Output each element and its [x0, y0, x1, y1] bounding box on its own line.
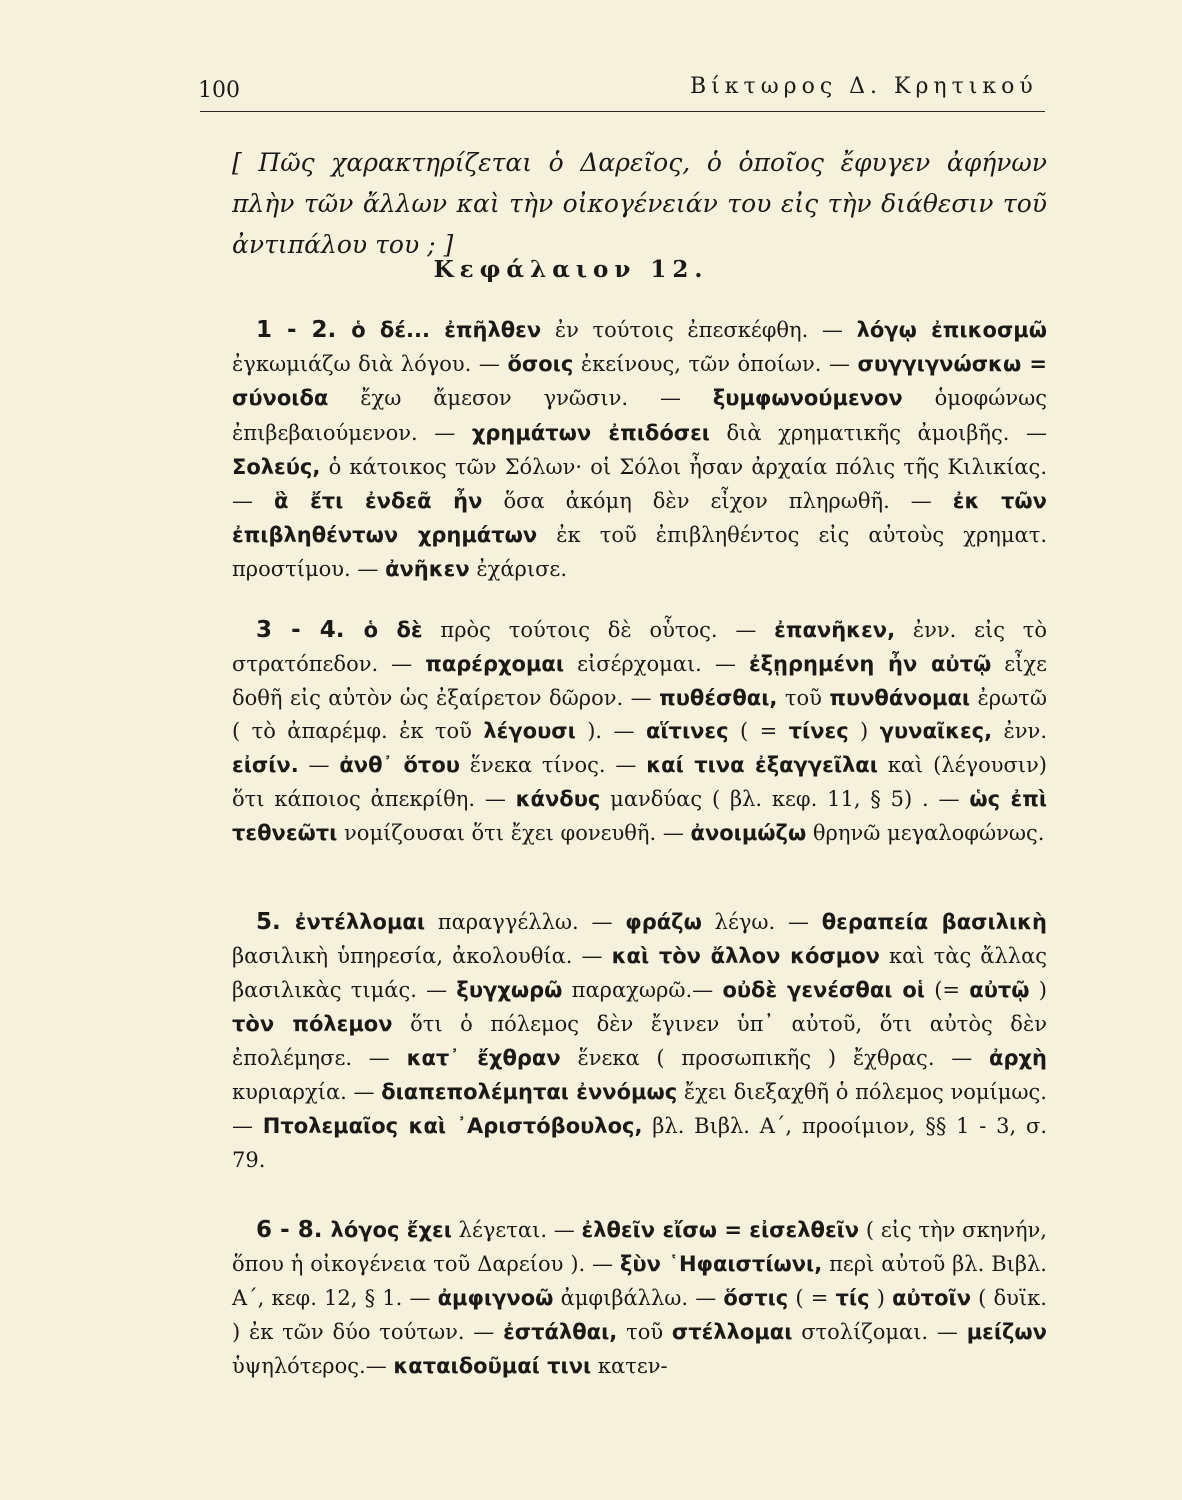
lemma: ἀνῆκεν [385, 557, 470, 582]
gloss: μανδύας ( βλ. κεφ. 11, § 5) . — [600, 786, 970, 811]
lemma: ἐστάλθαι, [503, 1320, 618, 1344]
header-rule [200, 111, 1045, 112]
gloss: ἐν τούτοις ἐπεσκέφθη. — [541, 318, 857, 342]
gloss: κατεν- [591, 1354, 668, 1378]
lemma: λόγος ἔχει [330, 1218, 452, 1242]
lemma: αὐτοῖν [892, 1286, 972, 1310]
lemma: μείζων [966, 1320, 1047, 1344]
lemma: οὐδὲ γενέσθαι οἱ [722, 978, 925, 1002]
lemma: γυναῖκες, [879, 719, 993, 744]
gloss: — [298, 753, 340, 778]
chapter-heading [0, 256, 1182, 283]
gloss: ἐκείνους, τῶν ὁποίων. — [573, 352, 858, 377]
chapter-heading-text: Κεφάλαιον 12. [433, 256, 709, 283]
gloss: ἕνεκα τίνος. — [459, 753, 647, 778]
gloss: ) [1029, 978, 1048, 1002]
lemma: πυθέσθαι, [659, 685, 778, 710]
gloss: τοῦ [777, 685, 830, 710]
lemma: ὅσοις [507, 352, 574, 377]
lemma: ὁ δέ... ἐπῆλθεν [351, 318, 542, 342]
lemma: ἀρχὴ [989, 1046, 1048, 1070]
lemma: ξυγχωρῶ [456, 978, 563, 1002]
gloss: λέγεται. — [451, 1218, 582, 1242]
lemma: ξυμφωνούμενον [712, 386, 903, 411]
gloss: περὶ αὐτοῦ βλ. Βιβλ. Α΄, κεφ. 12, § 1. — [232, 1252, 1047, 1310]
gloss: βασιλικὴ ὑπηρεσία, ἀκολουθία. — [232, 944, 612, 968]
lemma: ἀμφιγνοῶ [437, 1286, 554, 1310]
lemma: κάνδυς [515, 786, 601, 811]
paragraph-number: 1 - 2. [256, 317, 352, 343]
gloss: ἐχάρισε. [469, 557, 567, 582]
gloss: ἀμφιβάλλω. — [553, 1286, 724, 1310]
lemma: ὅστις [723, 1286, 789, 1310]
paragraph-5 [232, 905, 1047, 1177]
lemma: φράζω [625, 910, 702, 934]
gloss: ὑψηλότερος.— [232, 1354, 394, 1378]
gloss: ( = [788, 1286, 836, 1310]
lemma: ὡς ἐπὶ τεθνεῶτι [232, 786, 1047, 845]
lemma: ἐπανῆκεν, [774, 618, 896, 642]
lemma: πυνθάνομαι [829, 685, 971, 710]
gloss: ἐγκωμιάζω διὰ λόγου. — [232, 352, 508, 377]
gloss: εἶχε δοθῆ εἰς αὐτὸν ὡς ἐξαίρετον δῶρον. — [232, 651, 1047, 710]
lemma: Πτολεμαῖος καὶ ᾿Αριστόβουλος, [262, 1114, 643, 1138]
gloss: ἐκ τοῦ ἐπιβληθέντος εἰς αὐτοὺς χρηματ. προστίμου. — [232, 523, 1047, 582]
lemma: παρέρχομαι [425, 651, 565, 676]
gloss: ) [869, 1286, 893, 1310]
gloss: ἐνν. [992, 719, 1048, 744]
lemma: καί τινα ἐξαγγεῖλαι [646, 753, 878, 778]
gloss: θρηνῶ μεγαλοφώνως. [806, 820, 1045, 845]
gloss: εἰσέρχομαι. — [564, 651, 749, 676]
lemma: διαπεπολέμηται ἐννόμως [381, 1080, 678, 1104]
gloss: ὅσα ἀκόμη δὲν εἶχον πληρωθῆ. — [482, 489, 953, 514]
gloss: λέγω. — [701, 910, 822, 934]
lemma: κατ᾽ ἔχθραν [406, 1046, 561, 1070]
lemma: ἐξῃρημένη ἦν αὐτῷ [748, 651, 992, 676]
running-title: Βίκτωρος Δ. Κρητικού [690, 74, 1038, 99]
gloss: βλ. Βιβλ. Α΄, προοίμιον, §§ 1 - 3, σ. 79. [232, 1114, 1047, 1172]
lemma: τίς [835, 1286, 870, 1310]
gloss: καὶ τὰς ἄλλας βασιλικὰς τιμάς. — [232, 944, 1048, 1002]
paragraph-3-4 [232, 614, 1047, 851]
lemma: τίνες [788, 719, 849, 744]
gloss: ) [848, 719, 880, 744]
gloss: παραχωρῶ.— [562, 978, 723, 1002]
gloss: ). — [575, 719, 646, 744]
paragraph-1-2 [232, 313, 1047, 587]
lemma: ξὺν ῾Ηφαιστίωνι, [620, 1252, 823, 1276]
gloss: πρὸς τούτοις δὲ οὗτος. — [422, 618, 775, 642]
paragraph-6-8 [232, 1213, 1047, 1383]
lemma: Σολεύς, [232, 454, 321, 479]
lemma: καταιδοῦμαί τινι [393, 1354, 592, 1378]
gloss: στολίζομαι. — [792, 1320, 967, 1344]
gloss: ἔχω ἄμεσον γνῶσιν. — [328, 386, 713, 411]
gloss: ὁ κάτοικος τῶν Σόλων· οἱ Σόλοι ἦσαν ἀρχαία πόλις τῆς Κιλικίας. — [232, 454, 1047, 514]
lemma: λέγουσι [483, 719, 576, 744]
lemma: ὁ δὲ [363, 618, 423, 642]
paragraph-number: 6 - 8. [256, 1217, 331, 1243]
paragraph-number: 5. [256, 909, 295, 935]
gloss: (= [924, 978, 970, 1002]
lemma: εἰσίν. [232, 753, 299, 778]
gloss: ἐρωτῶ ( τὸ ἀπαρέμφ. ἐκ τοῦ [232, 685, 1048, 744]
lemma: ἀνοιμώζω [690, 820, 807, 845]
lemma: λόγῳ ἐπικοσμῶ [856, 318, 1048, 342]
lemma: ἐλθεῖν εἴσω = εἰσελθεῖν [581, 1218, 860, 1242]
gloss: διὰ χρηματικῆς ἀμοιβῆς. — [709, 420, 1047, 445]
gloss: ὅτι ὁ πόλεμος δὲν ἔγινεν ὑπ᾽ αὐτοῦ, ὅτι αὐτὸς δὲν ἐπολέμησε. — [232, 1012, 1047, 1070]
lemma: θεραπεία βασιλικὴ [821, 910, 1047, 934]
lemma: αἵτινες [645, 719, 729, 744]
gloss: ἐνν. εἰς τὸ στρατόπεδον. — [232, 618, 1048, 676]
gloss: ( = [728, 719, 789, 744]
gloss: κυριαρχία. — [232, 1080, 382, 1104]
gloss: ἕνεκα ( προσωπικῆς ) ἔχθρας. — [560, 1046, 990, 1070]
gloss: τοῦ [617, 1320, 672, 1344]
gloss: νομίζουσαι ὅτι ἔχει φονευθῆ. — [337, 820, 691, 845]
lemma: ἐντέλλομαι [294, 910, 426, 934]
gloss: ἔχει διεξαχθῆ ὁ πόλεμος νομίμως. — [232, 1080, 1047, 1138]
paragraph-number: 3 - 4. [256, 617, 364, 643]
gloss: ( εἰς τὴν σκηνήν, ὅπου ἡ οἰκογένεια τοῦ Δαρείου ). — [232, 1218, 1047, 1276]
question-text: [ Πῶς χαρακτηρίζεται ὁ Δαρεῖος, ὁ ὁποῖος ἔφυγεν ἀφήνων πλὴν τῶν ἄλλων καὶ τὴν οἰκογένειάν του εἰς τὴν διάθεσιν τοῦ ἀντιπάλου του ; ] [232, 148, 1047, 259]
gloss: ( δυϊκ. ) ἐκ τῶν δύο τούτων. — [232, 1286, 1047, 1344]
lemma: ἀνθ᾽ ὅτου [339, 753, 460, 778]
page-number: 100 [198, 78, 240, 103]
lemma: χρημάτων ἐπιδόσει [471, 420, 710, 445]
lemma: ἃ ἔτι ἐνδεᾶ ἦν [274, 489, 483, 514]
gloss: καὶ (λέγουσιν) ὅτι κάποιος ἀπεκρίθη. — [232, 753, 1048, 811]
lemma: καὶ τὸν ἄλλον κόσμον [611, 944, 880, 968]
lemma: συγγιγνώσκω = σύνοιδα [232, 352, 1048, 411]
lemma: τὸν πόλεμον [232, 1012, 393, 1036]
gloss: παραγγέλλω. — [425, 910, 626, 934]
gloss: ὁμοφώνως ἐπιβεβαιούμενον. — [232, 386, 1047, 445]
lemma: ἐκ τῶν ἐπιβληθέντων χρημάτων [232, 489, 1047, 548]
lemma: στέλλομαι [671, 1320, 793, 1344]
lemma: αὐτῷ [969, 978, 1030, 1002]
